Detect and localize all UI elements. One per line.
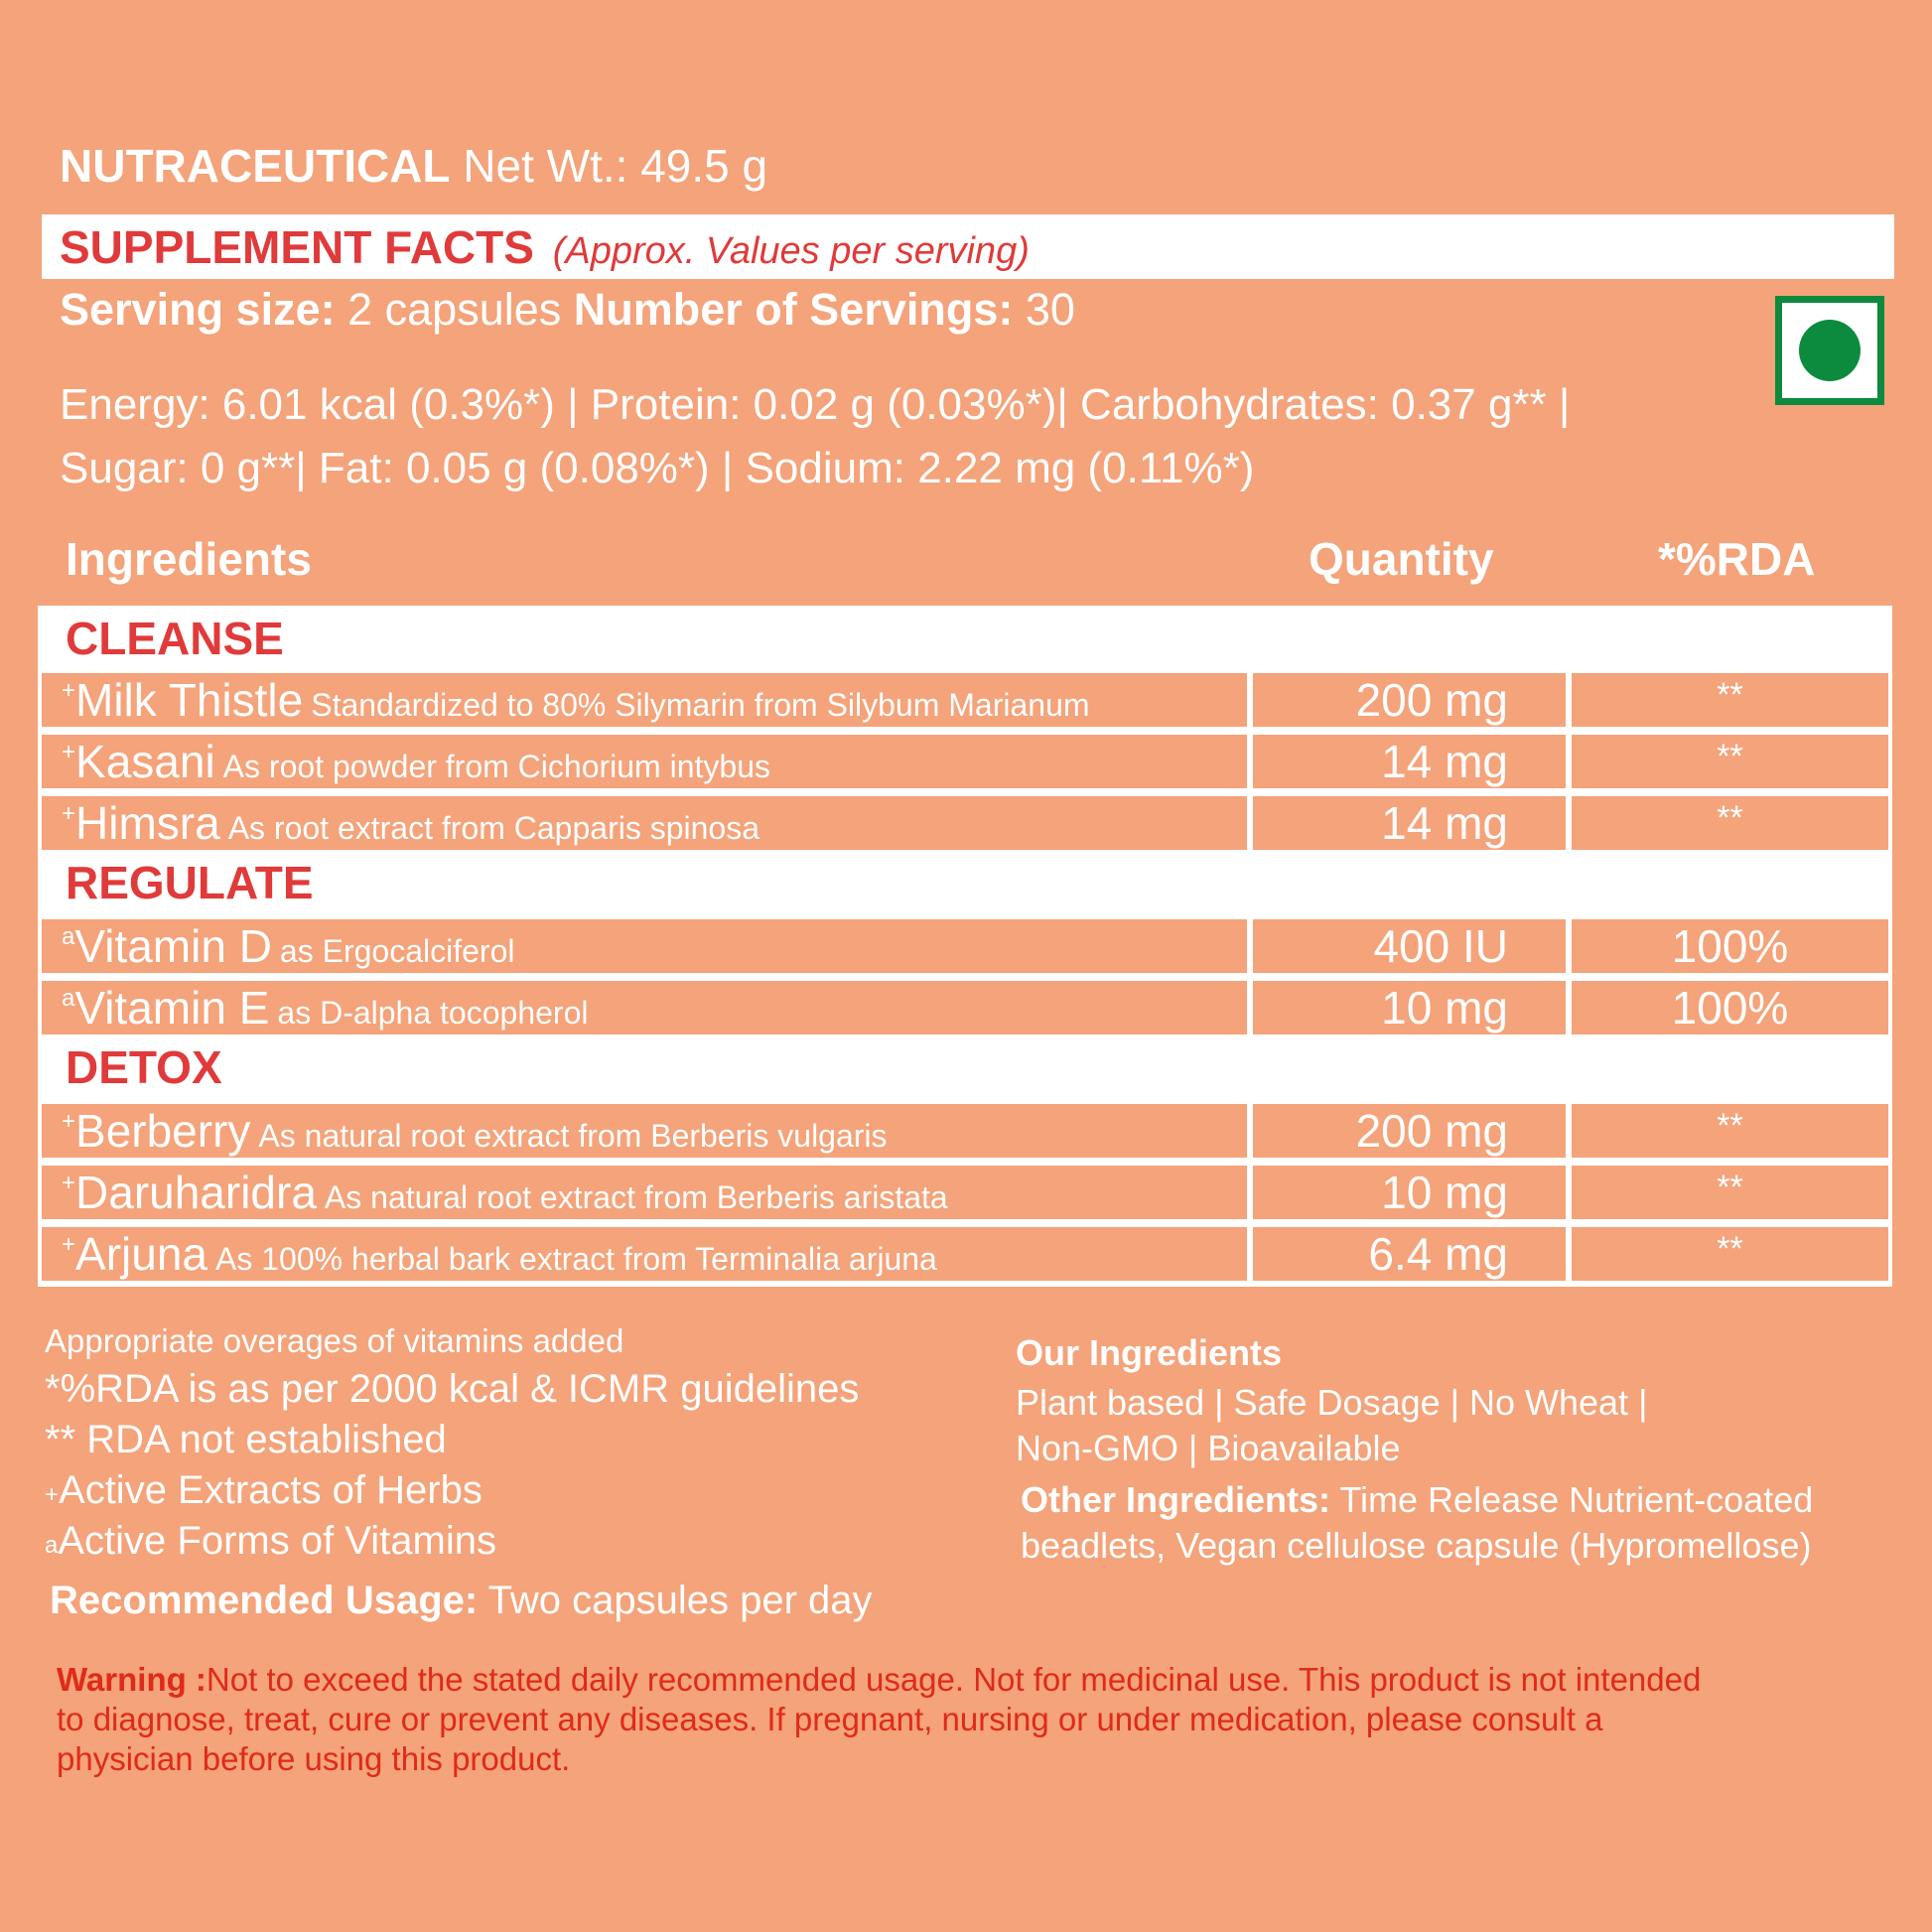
ingredient-name: Milk Thistle	[75, 674, 304, 726]
rda-cell: 100%	[1572, 919, 1888, 973]
note-active-herbs	[45, 1465, 988, 1516]
rda-cell: **	[1572, 1166, 1888, 1219]
usage-label: Recommended Usage:	[50, 1579, 479, 1622]
serving-info	[60, 284, 1075, 336]
ingredient-cell	[42, 673, 1247, 727]
ingredient-name: Daruharidra	[75, 1167, 317, 1218]
ingredient-cell	[42, 735, 1247, 788]
other-ingredients	[1021, 1477, 1914, 1569]
our-ingredients-line-1: Plant based | Safe Dosage | No Wheat |	[1016, 1382, 1648, 1423]
quantity-cell: 10 mg	[1253, 1166, 1566, 1219]
warning-label: Warning :	[57, 1661, 207, 1698]
warning-text	[57, 1660, 1725, 1779]
our-ingredients-title: Our Ingredients	[1016, 1332, 1283, 1373]
ingredient-name: Berberry	[75, 1105, 251, 1157]
other-ingredients-value: Time Release Nutrient-coated beadlets, Vegan cellulose capsule (Hypromellose)	[1021, 1479, 1814, 1566]
rda-cell: **	[1572, 796, 1888, 850]
brand-label: NUTRACEUTICAL	[60, 140, 451, 192]
our-ingredients-line-2: Non-GMO | Bioavailable	[1016, 1428, 1401, 1468]
nutrition-line-2: Sugar: 0 g**| Fat: 0.05 g (0.08%*) | Sodium: 2.22 mg (0.11%*)	[60, 444, 1255, 492]
quantity-cell: 400 IU	[1253, 919, 1566, 973]
ingredient-desc: As natural root extract from Berberis vulgaris	[258, 1118, 888, 1154]
warning-body: Not to exceed the stated daily recommended usage. Not for medicinal use. This product is not intended to diagnose, treat, cure or prevent any diseases. If pregnant, nursing or under medication, please consult a physician before using this product.	[57, 1661, 1702, 1777]
quantity-cell: 10 mg	[1253, 981, 1566, 1035]
herbs-mark: +	[45, 1481, 60, 1508]
ingredient-mark: +	[62, 1170, 76, 1196]
rda-cell: **	[1572, 1227, 1888, 1281]
product-header	[60, 139, 767, 193]
note-active-vitamins	[45, 1516, 988, 1567]
ingredient-name: Vitamin D	[74, 920, 272, 972]
column-header-rda: *%RDA	[1658, 533, 1816, 585]
our-ingredients-list	[1016, 1380, 1810, 1471]
ingredient-mark: +	[62, 677, 76, 704]
ingredient-mark: +	[62, 739, 76, 765]
ingredient-name: Kasani	[75, 736, 215, 787]
ingredient-name: Arjuna	[75, 1228, 207, 1280]
rda-cell: 100%	[1572, 981, 1888, 1035]
ingredient-cell	[42, 796, 1247, 850]
column-header-ingredients: Ingredients	[66, 533, 312, 585]
nutrition-line-1: Energy: 6.01 kcal (0.3%*) | Protein: 0.02 g (0.03%*)| Carbohydrates: 0.37 g** |	[60, 380, 1571, 429]
supplement-facts-label: SUPPLEMENT FACTS	[60, 221, 534, 273]
quantity-cell: 200 mg	[1253, 1104, 1566, 1158]
ingredient-mark: +	[62, 1231, 76, 1258]
rda-cell: **	[1572, 735, 1888, 788]
ingredients-table	[38, 606, 1892, 1287]
ingredient-desc: as D-alpha tocopherol	[277, 995, 589, 1031]
ingredient-cell	[42, 1227, 1247, 1281]
ingredient-name: Himsra	[75, 797, 220, 849]
ingredient-cell	[42, 1166, 1247, 1219]
rda-cell: **	[1572, 1104, 1888, 1158]
vitamins-text: Active Forms of Vitamins	[58, 1519, 496, 1563]
quantity-cell: 6.4 mg	[1253, 1227, 1566, 1281]
ingredient-desc: As root powder from Cichorium intybus	[222, 749, 770, 784]
section-title-cleanse: CLEANSE	[66, 613, 284, 664]
supplement-facts-title	[60, 220, 1030, 274]
recommended-usage	[50, 1579, 873, 1623]
column-header-quantity: Quantity	[1309, 533, 1494, 585]
rda-cell: **	[1572, 673, 1888, 727]
ingredient-desc: Standardized to 80% Silymarin from Silybum Marianum	[311, 687, 1090, 723]
vegetarian-dot	[1799, 320, 1861, 381]
ingredient-desc: As 100% herbal bark extract from Terminalia arjuna	[214, 1241, 937, 1277]
quantity-cell: 14 mg	[1253, 796, 1566, 850]
ingredient-mark: a	[62, 985, 75, 1012]
ingredient-name: Vitamin E	[74, 982, 270, 1034]
ingredient-mark: a	[62, 923, 75, 950]
section-title-regulate: REGULATE	[66, 857, 314, 908]
servings-count-label: Number of Servings:	[573, 284, 1014, 335]
ingredient-cell	[42, 919, 1247, 973]
note-rda-basis: *%RDA is as per 2000 kcal & ICMR guidelines	[45, 1367, 860, 1411]
serving-size-value: 2 capsules	[347, 284, 562, 335]
ingredient-mark: +	[62, 800, 76, 827]
usage-value: Two capsules per day	[487, 1579, 873, 1622]
ingredient-desc: As natural root extract from Berberis aristata	[324, 1179, 948, 1215]
note-rda-not-established: ** RDA not established	[45, 1418, 447, 1461]
ingredient-mark: +	[62, 1108, 76, 1135]
ingredient-cell	[42, 981, 1247, 1035]
note-overages: Appropriate overages of vitamins added	[45, 1322, 624, 1359]
servings-count-value: 30	[1025, 284, 1075, 335]
quantity-cell: 14 mg	[1253, 735, 1566, 788]
ingredient-desc: as Ergocalciferol	[279, 933, 515, 969]
quantity-cell: 200 mg	[1253, 673, 1566, 727]
vitamins-mark: a	[45, 1532, 59, 1559]
other-ingredients-label: Other Ingredients:	[1021, 1479, 1331, 1520]
footnotes	[45, 1318, 988, 1567]
serving-size-label: Serving size:	[60, 284, 336, 335]
herbs-text: Active Extracts of Herbs	[59, 1468, 483, 1512]
ingredient-desc: As root extract from Capparis spinosa	[227, 810, 760, 846]
vegetarian-mark-icon	[1775, 296, 1884, 405]
nutrition-summary	[60, 373, 1747, 500]
net-weight: Net Wt.: 49.5 g	[463, 140, 768, 192]
ingredient-cell	[42, 1104, 1247, 1158]
supplement-facts-subtitle: (Approx. Values per serving)	[552, 230, 1030, 272]
section-title-detox: DETOX	[66, 1041, 222, 1093]
